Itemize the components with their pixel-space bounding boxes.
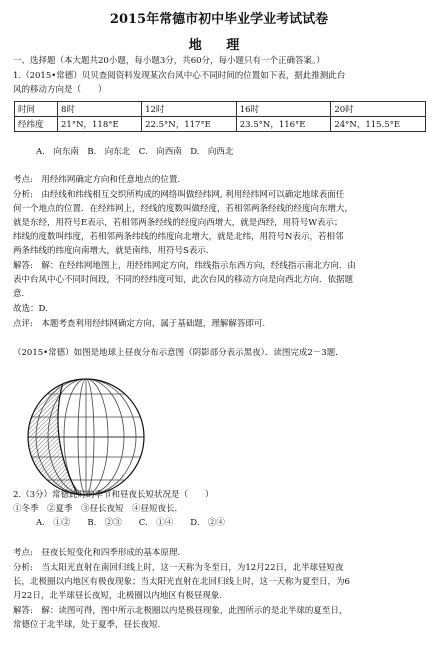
q1-dianping: 点评: 本题考查利用经纬网确定方向，属于基础题，理解解答即可. — [13, 319, 266, 329]
q1-fenxi-line: 何一个地点的位置．在经纬网上，经线的度数叫做经度，若相邻两条经线的经度向东增大， — [13, 204, 354, 214]
table-row — [15, 117, 426, 132]
table-cell: 21°N，118°E — [58, 117, 142, 132]
table-cell: 23.5°N，116°E — [236, 117, 331, 132]
table-row — [15, 102, 426, 117]
table-cell: 22.5°N，117°E — [142, 117, 237, 132]
table-cell: 16时 — [236, 102, 331, 117]
q2-kaodian: 考点: 昼夜长短变化和四季形成的基本原理. — [13, 548, 181, 558]
q2-fenxi-line: 分析: 当太阳光直射在南回归线上时，这一天称为冬至日，为12月22日，北半球昼短夜 — [13, 563, 344, 573]
q1-jieda-line: 表中台风中心不同时间段，不同的经纬度可知，此次台风的移动方向是向西北方向．依据题 — [13, 275, 354, 285]
table-cell: 8时 — [58, 102, 142, 117]
typhoon-table — [14, 101, 426, 132]
q1-stem-line2: 风的移动方向是（ ） — [13, 85, 107, 95]
q1-fenxi-line: 纬线的度数叫纬度，若相邻两条纬线的纬度向北增大，就是北纬，用符号N表示，若相邻 — [13, 232, 344, 242]
q2-fenxi-line: 长，北极圈以内地区有极夜现象；当太阳光直射在北回归线上时，这一天称为夏至日，为6 — [13, 577, 350, 587]
exam-title: 2015年常德市初中毕业学业考试试卷 — [109, 12, 329, 27]
q2-intro: （2015•常德）如图是地球上昼夜分布示意图（阴影部分表示黑夜）．读图完成2－3题． — [13, 348, 344, 358]
q2-options: A. ①② B. ②③ C. ①④ D. ②④ — [36, 518, 225, 528]
earth-day-night-diagram — [14, 372, 159, 502]
table-cell: 24°N，115.5°E — [331, 117, 426, 132]
table-cell: 20时 — [331, 102, 426, 117]
q2-jieda-line: 解答: 解：读图可得，图中所示北极圈以内是极昼现象，此图所示的是北半球的夏至日， — [13, 606, 348, 616]
subject-title: 地 理 — [188, 38, 250, 53]
q2-fenxi-line: 月22日，北半球昼长夜短，北极圈以内地区有极昼现象. — [13, 591, 223, 601]
q2-choices: ①冬季 ②夏季 ③昼长夜短 ④昼短夜长． — [13, 504, 184, 514]
table-cell: 12时 — [142, 102, 237, 117]
q1-fenxi-line: 两条纬线的纬度向南增大，就是南纬，用符号S表示. — [13, 246, 209, 256]
q1-jieda-line: 意. — [13, 289, 25, 299]
q1-kaodian: 考点: 用经纬网确定方向和任意地点的位置. — [13, 175, 181, 185]
section-heading: 一、选择题（本大题共20小题，每小题3分，共60分，每小题只有一个正确答案。） — [13, 56, 325, 66]
q1-stem-line1: 1.（2015•常德）贝贝查阅资料发现某次台风中心不同时间的位置如下表，据此推测此台 — [13, 71, 346, 81]
table-cell: 时间 — [15, 102, 58, 117]
q2-jieda-line: 常德位于北半球，处于夏季，昼长夜短. — [13, 620, 161, 630]
table-cell: 经纬度 — [15, 117, 58, 132]
q1-jieda-line: 解答: 解：在经纬网地图上，用经纬网定方向，纬线指示东西方向，经线指示南北方向．由 — [13, 261, 356, 271]
q1-fenxi-line: 就是东经，用符号E表示，若相邻两条经线的经度向西增大，就是西经，用符号W表示； — [13, 218, 343, 228]
q1-answer: 故选：D. — [13, 304, 48, 314]
q2-stem: 2.（3分）常德此时的季节和昼夜长短状况是（ ） — [13, 490, 214, 500]
q1-options: A. 向东南 B. 向东北 C. 向西南 D. 向西北 — [36, 147, 234, 157]
q1-fenxi-line: 分析: 由经线和纬线相互交织所构成的网络叫做经纬网, 利用经纬网可以确定地球表面任 — [13, 190, 345, 200]
